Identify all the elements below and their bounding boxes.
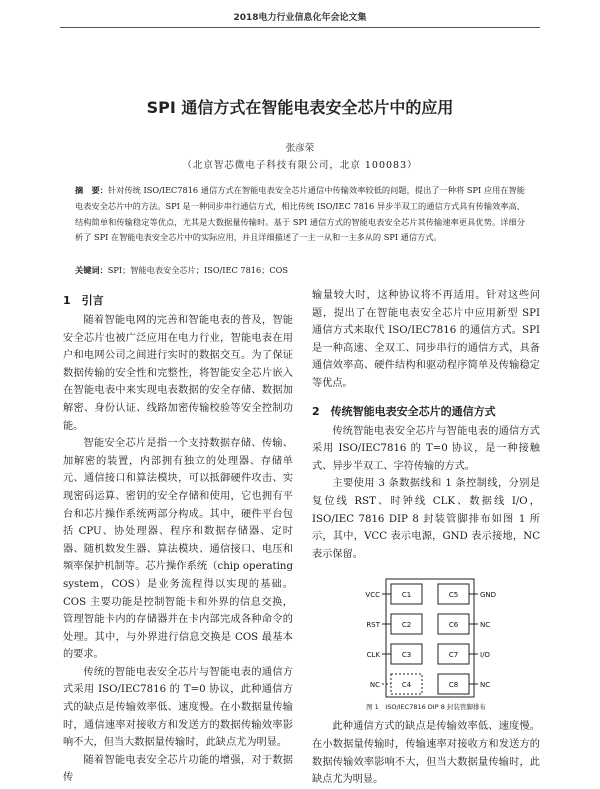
left-label-vcc: VCC [365, 591, 380, 600]
abstract-label: 摘 要： [75, 185, 108, 195]
pin-c4: C4 [401, 681, 412, 690]
section-2-paragraph-3: 此种通信方式的缺点是传输效率低、速度慢。在小数据量传输时，传输速率对接收方和发送方的数据传输效率影响不大，但当大数据量传输时，此缺点尤为明显。 [312, 721, 540, 786]
header-rule [60, 27, 540, 28]
section-2-heading: 2 传统智能电表安全芯片的通信方式 [312, 404, 496, 418]
intro-paragraph-2: 智能安全芯片是指一个支持数据存储、传输、加解密的装置，内部拥有独立的处理器、存储单元、通信接口和算法模块，可以抵御硬件攻击、实现密码运算、密钥的安全存储和使用，它也拥有平台和芯片操作系统两部分构成。其中，硬件平台包括 CPU、协处理器、程序和数据存储器、定时器、随机数发生器、算法模块、通信接口、电压和频率保护机制等。芯片操作系统（chip operating system，COS）是业务流程得以实现的基础。COS 主要功能是控制智能卡和外界的信息交换，管理智能卡内的存储器并在卡内部完成各种命令的处理。其中，与外界进行信息交换是 COS 最基本的要求。 [63, 438, 293, 661]
left-label-nc: NC [369, 681, 380, 690]
left-column [63, 290, 293, 787]
intro-paragraph-1: 随着智能电网的完善和智能电表的普及，智能安全芯片也被广泛应用在电力行业，智能电表在用户和电网公司之间进行实时的数据交互。为了保证数据传输的安全性和完整性，将智能安全芯片嵌入在智能电表中来实现电表数据的安全存储、数据加解密、身份认证、线路加密传输校验等安全控制功能。 [63, 315, 293, 432]
left-label-clk: CLK [366, 651, 380, 660]
figure-1 [312, 563, 540, 700]
keywords [75, 265, 525, 276]
pin-c6: C6 [448, 621, 459, 630]
keywords-label: 关键词： [75, 265, 108, 275]
pin-c8: C8 [448, 681, 459, 690]
author-affiliation: （北京智芯微电子科技有限公司，北京 100083） [182, 160, 418, 171]
abstract [75, 183, 525, 246]
figure-1-caption: 图 1 ISO/IEC7816 DIP 8 封装管脚排布 [366, 703, 486, 712]
right-label-gnd: GND [480, 591, 497, 600]
pin-c1: C1 [401, 591, 412, 600]
pin-c3: C3 [401, 651, 412, 660]
section-2-paragraph-2: 主要使用 3 条数据线和 1 条控制线，分别是复位线 RST、时钟线 CLK、数据线 I/O，ISO/IEC 7816 DIP 8 封装管脚排布如图 1 所示，其中，VCC 表示电源，GND 表示接地，NC 表示保留。 [312, 478, 540, 560]
right-column [312, 287, 540, 789]
right-label-nc-2: NC [480, 681, 491, 690]
pin-c7: C7 [448, 651, 459, 660]
right-label-nc-1: NC [480, 621, 491, 630]
section-2-paragraph-1: 传统智能电表安全芯片与智能电表的通信方式采用 ISO/IEC7816 的 T=0 协议，是一种接触式、异步半双工、字符传输的方式。 [312, 425, 540, 472]
pin-layout-diagram [312, 563, 540, 700]
paper-title: SPI 通信方式在智能电表安全芯片中的应用 [146, 98, 454, 117]
intro-paragraph-3: 传统的智能电表安全芯片与智能电表的通信方式采用 ISO/IEC7816 的 T=0 协议，此种通信方式的缺点是传输效率低、速度慢。在小数据量传输时，通信速率对接收方和发送方的数据传输效率影响不大，但当大数据量传输时，此缺点尤为明显。 [63, 666, 293, 749]
running-header: 2018电力行业信息化年会论文集 [233, 13, 367, 23]
pin-c5: C5 [448, 591, 459, 600]
intro-paragraph-4-continued: 输量较大时，这种协议将不再适用。针对这些问题，提出了在智能电表安全芯片中应用新型 SPI 通信方式来取代 ISO/IEC7816 的通信方式。SPI 是一种高速、全双工、同步串行的通信方式，具备通信效率高、硬件结构和驱动程序简单及传输稳定等优点。 [312, 290, 540, 389]
right-label-io: I/O [480, 651, 490, 660]
pin-c2: C2 [401, 621, 412, 630]
author-name: 张彦荣 [285, 143, 315, 154]
keywords-text: SPI；智能电表安全芯片；ISO/IEC 7816；COS [107, 265, 288, 275]
section-1-heading: 1 引言 [63, 294, 104, 307]
intro-paragraph-4: 随着智能电表安全芯片功能的增强，对于数据传 [63, 754, 293, 784]
abstract-text: 针对传统 ISO/IEC7816 通信方式在智能电表安全芯片通信中传输效率较低的问题，提出了一种将 SPI 应用在智能电表安全芯片中的方法。SPI 是一种同步串行通信方式，相比传统 ISO/IEC 7816 异步半双工的通信方式具有传输效率高、结构简单和传输稳定等优点，尤其是大数据量传输时。基于 SPI 通信方式的智能电表安全芯片其传输速率更具优势。详细分析了 SPI 在智能电表安全芯片中的实际应用，并且详细描述了一主一从和一主多从的 SPI 通信方式。 [75, 185, 525, 243]
left-label-rst: RST [366, 621, 380, 630]
